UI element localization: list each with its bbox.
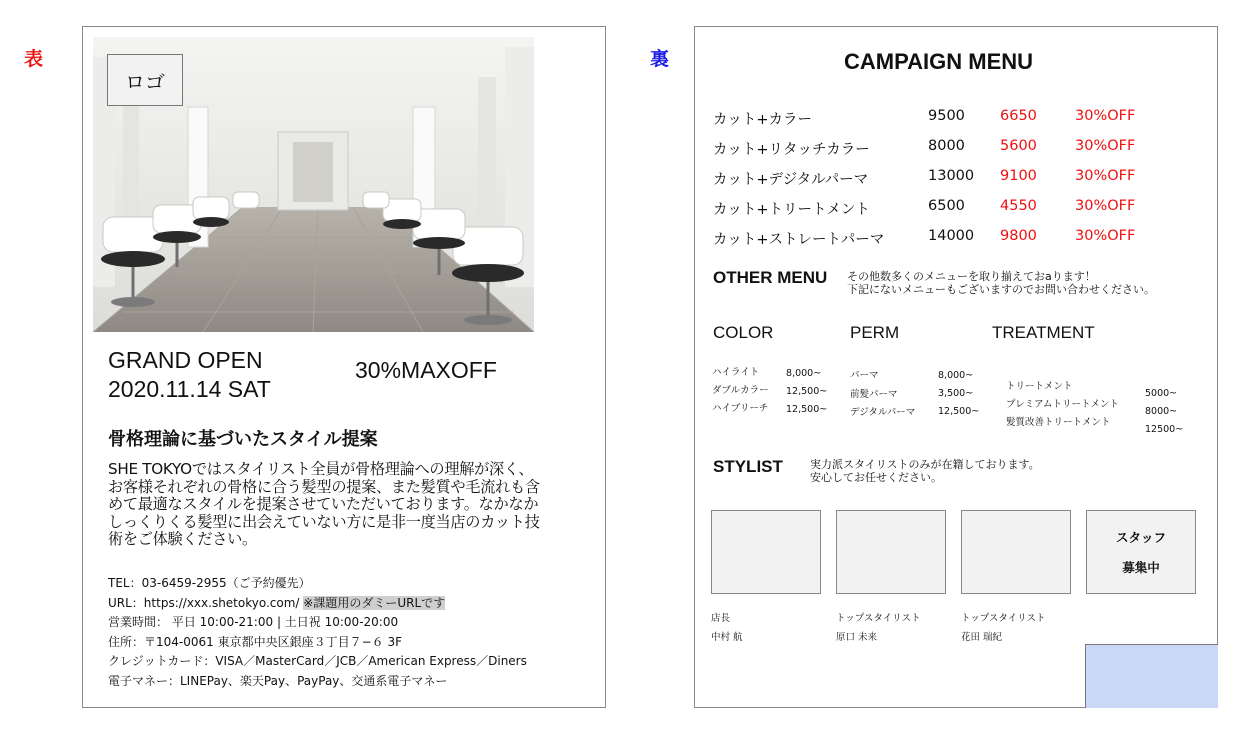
color-item: ハイブリーチ <box>712 403 769 414</box>
campaign-price: 6500 <box>928 198 965 214</box>
campaign-off: 30%OFF <box>1075 228 1136 244</box>
treatment-item: トリートメント <box>1006 381 1073 392</box>
other-menu-title: OTHER MENU <box>713 268 828 287</box>
campaign-title: CAMPAIGN MENU <box>844 49 1034 74</box>
staff-caption <box>711 609 743 647</box>
staff-caption <box>961 609 1045 647</box>
open-date: 2020.11.14 SAT <box>108 376 271 402</box>
logo-placeholder: ロゴ <box>107 54 183 106</box>
campaign-price: 8000 <box>928 138 965 154</box>
campaign-sale: 5600 <box>1000 138 1037 154</box>
recruit-line: 募集中 <box>1122 560 1160 575</box>
staff-caption <box>836 609 920 647</box>
campaign-price: 9500 <box>928 108 965 124</box>
campaign-price: 14000 <box>928 228 975 244</box>
campaign-name: カット+リタッチカラー <box>713 142 870 158</box>
campaign-name: カット+デジタルパーマ <box>713 172 869 188</box>
stylist-photo-placeholder <box>711 510 821 594</box>
campaign-off: 30%OFF <box>1075 198 1136 214</box>
campaign-name: カット+ストレートパーマ <box>713 232 885 248</box>
stylist-photo-placeholder <box>961 510 1071 594</box>
recruit-box <box>1086 510 1196 594</box>
perm-item: 前髪パーマ <box>850 389 898 400</box>
campaign-row <box>0 108 1250 138</box>
campaign-sale: 9100 <box>1000 168 1037 184</box>
campaign-row <box>0 168 1250 198</box>
stylist-photo-placeholder <box>836 510 946 594</box>
campaign-off: 30%OFF <box>1075 108 1136 124</box>
color-price: 8,000~ <box>786 368 822 379</box>
perm-price: 8,000~ <box>938 370 974 381</box>
stylist-title: STYLIST <box>713 457 783 476</box>
campaign-sale: 4550 <box>1000 198 1037 214</box>
perm-item: デジタルパーマ <box>850 407 916 418</box>
campaign-sale: 6650 <box>1000 108 1037 124</box>
treatment-item: プレミアムトリートメント <box>1006 399 1119 410</box>
tel-line: TEL：03-6459-2955（ご予約優先） <box>108 576 311 590</box>
perm-item: パーマ <box>850 370 879 381</box>
campaign-name: カット+トリートメント <box>713 202 870 218</box>
staff-name: 花田 瑞紀 <box>961 632 1003 643</box>
color-price: 12,500~ <box>786 386 828 397</box>
perm-title: PERM <box>850 323 900 342</box>
perm-price: 12,500~ <box>938 406 980 417</box>
max-off-text: 30%MAXOFF <box>355 357 497 383</box>
color-item: ダブルカラー <box>712 385 769 396</box>
address-line: 住所：〒104-0061 東京都中央区銀座３丁目７−６ 3F <box>108 634 402 649</box>
shop-info <box>108 574 527 692</box>
treatment-price: 8000~ <box>1145 406 1178 417</box>
treatment-price: 12500~ <box>1145 424 1184 435</box>
treatment-title: TREATMENT <box>992 323 1095 342</box>
treatment-price: 5000~ <box>1145 388 1178 399</box>
grand-open-text: GRAND OPEN <box>108 347 263 373</box>
staff-role: 店長 <box>711 613 731 624</box>
staff-name: 原口 未来 <box>836 632 878 643</box>
perm-price: 3,500~ <box>938 388 974 399</box>
credit-line: クレジットカード：VISA／MasterCard／JCB／American Express／Diners <box>108 654 527 669</box>
color-title: COLOR <box>713 323 774 342</box>
url-line <box>108 594 527 614</box>
color-price: 12,500~ <box>786 404 828 415</box>
url-note: ※課題用のダミーURLです <box>303 595 446 610</box>
other-menu-note: その他数多くのメニューを取り揃えておaります！ 下記にないメニューもございますのでお問い合わせください。 <box>847 270 1155 296</box>
staff-role: トップスタイリスト <box>961 613 1046 624</box>
recruit-line: スタッフ <box>1115 530 1166 545</box>
url-text[interactable]: URL：https://xxx.shetokyo.com/ <box>108 595 304 610</box>
campaign-sale: 9800 <box>1000 228 1037 244</box>
campaign-name: カット+カラー <box>713 112 813 128</box>
campaign-row <box>0 228 1250 258</box>
campaign-row <box>0 198 1250 228</box>
description: SHE TOKYOではスタイリスト全員が骨格理論への理解が深く、 お客様それぞれの骨格に合う髪型の提案、また髪質や毛流れも含 めて最適なスタイルを提案させていただいております。なかなか しっくりくる髪型に出会えていない方に是非一度当店のカット技 術をご体験ください。 <box>108 460 540 549</box>
front-side-label: 表 <box>24 48 44 70</box>
corner-block <box>1085 644 1218 708</box>
treatment-item: 髪質改善トリートメント <box>1006 417 1111 428</box>
staff-name: 中村 航 <box>711 632 743 643</box>
campaign-row <box>0 138 1250 168</box>
back-side-label: 裏 <box>650 48 670 70</box>
hours-line: 営業時間： 平日 10:00-21:00 | 土日祝 10:00-20:00 <box>108 615 399 630</box>
campaign-off: 30%OFF <box>1075 138 1136 154</box>
campaign-off: 30%OFF <box>1075 168 1136 184</box>
color-item: ハイライト <box>712 367 760 378</box>
emoney-line: 電子マネー：LINEPay、楽天Pay、PayPay、交通系電子マネー <box>108 673 448 688</box>
campaign-price: 13000 <box>928 168 975 184</box>
stylist-note: 実力派スタイリストのみが在籍しております。 安心してお任せください。 <box>810 458 1040 484</box>
staff-role: トップスタイリスト <box>836 613 921 624</box>
headline: 骨格理論に基づいたスタイル提案 <box>108 429 378 450</box>
